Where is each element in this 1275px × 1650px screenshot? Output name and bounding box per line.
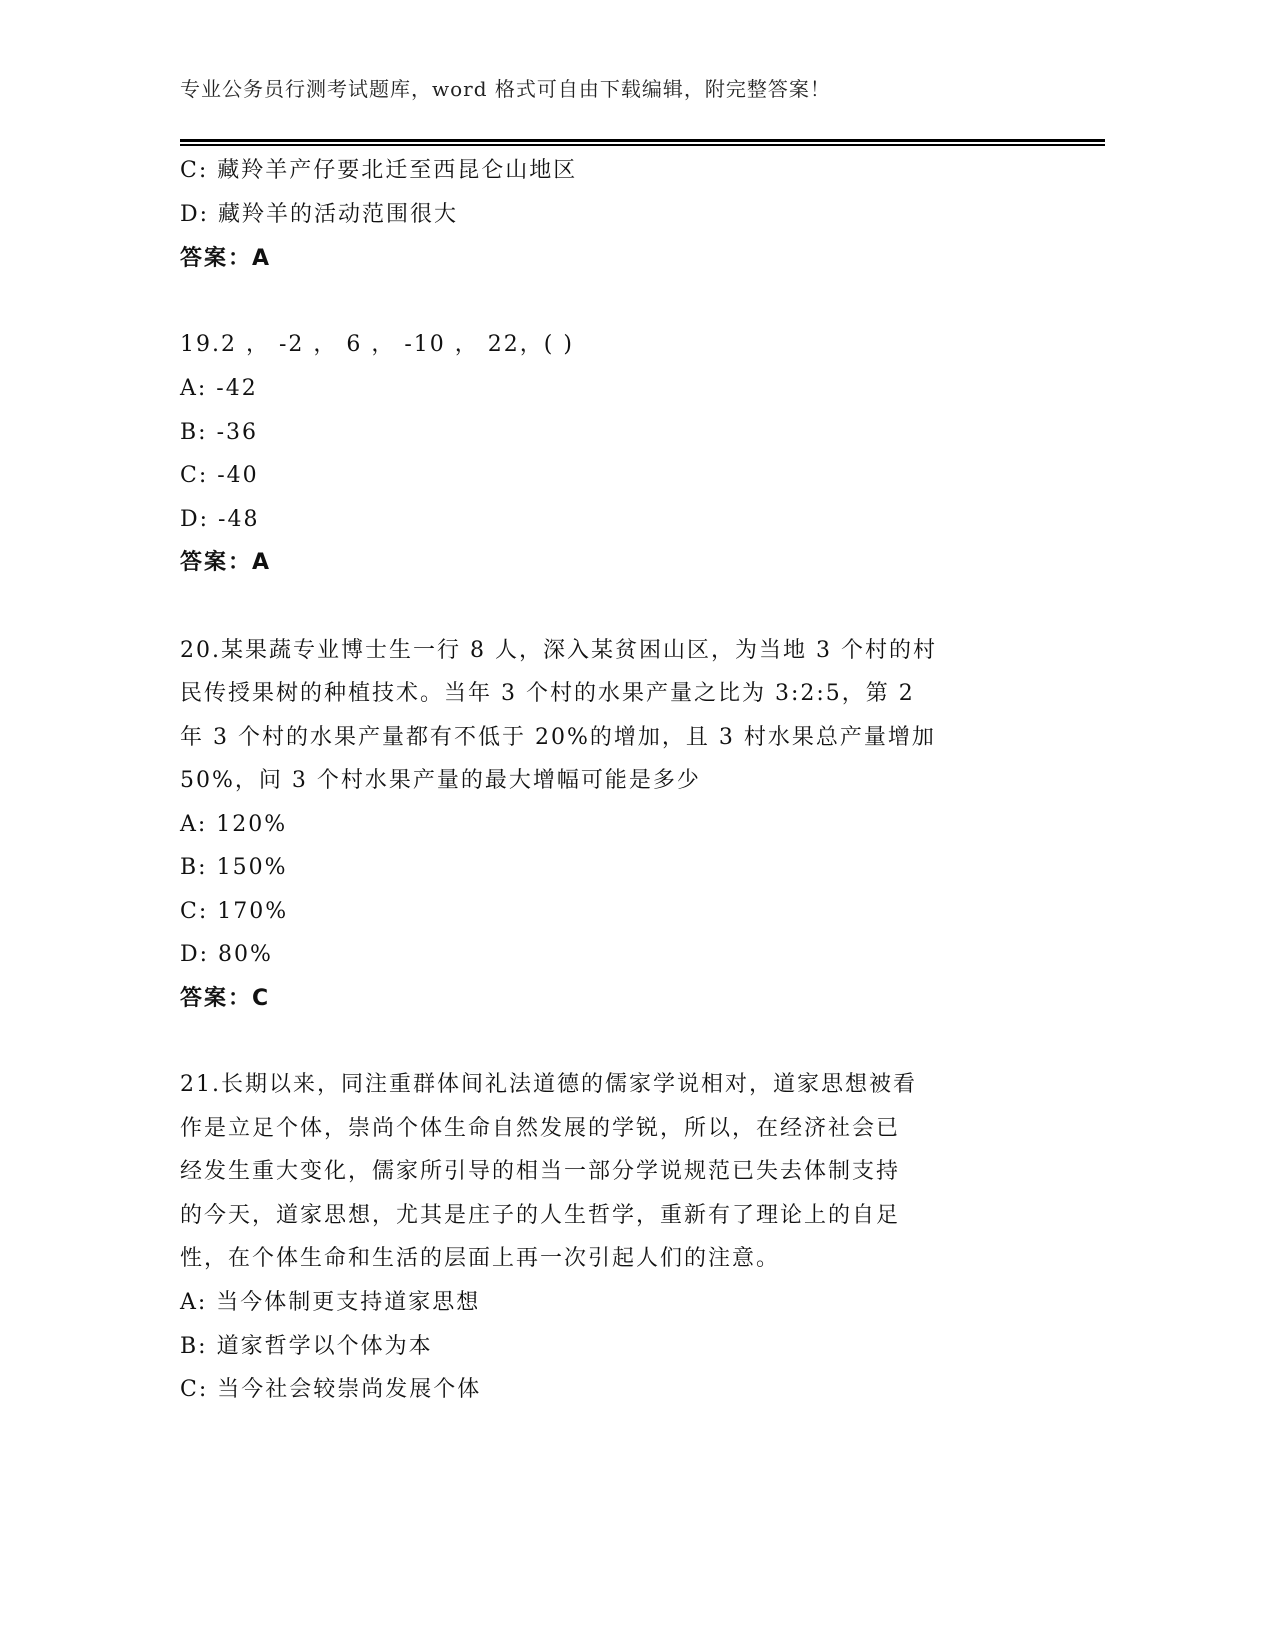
header-rule-thick [180, 139, 1105, 142]
option-a: A: 当今体制更支持道家思想 [180, 1290, 481, 1315]
answer: 答案：A [180, 550, 272, 575]
header-rule-thin [180, 144, 1105, 146]
question-21-stem-line: 作是立足个体，崇尚个体生命自然发展的学锐，所以，在经济社会已 [180, 1116, 901, 1141]
answer: 答案：C [180, 986, 271, 1011]
question-21-stem-line: 的今天，道家思想，尤其是庄子的人生哲学，重新有了理论上的自足 [180, 1203, 901, 1228]
option-c: C: 当今社会较崇尚发展个体 [180, 1377, 482, 1402]
option-d: D: -48 [180, 507, 260, 532]
option-b: B: 150% [180, 855, 288, 880]
question-20-stem-line: 20.某果蔬专业博士生一行 8 人，深入某贫困山区，为当地 3 个村的村 [180, 638, 937, 663]
option-a: A: 120% [180, 812, 288, 837]
option-c: C: 藏羚羊产仔要北迁至西昆仑山地区 [180, 158, 578, 183]
question-20-stem-line: 年 3 个村的水果产量都有不低于 20%的增加，且 3 村水果总产量增加 [180, 725, 936, 750]
option-b: B: -36 [180, 420, 258, 445]
question-21-stem-line: 21.长期以来，同注重群体间礼法道德的儒家学说相对，道家思想被看 [180, 1072, 917, 1097]
option-d: D: 藏羚羊的活动范围很大 [180, 202, 459, 227]
page-header: 专业公务员行测考试题库，word 格式可自由下载编辑，附完整答案！ [180, 77, 831, 101]
question-20-stem-line: 50%，问 3 个村水果产量的最大增幅可能是多少 [180, 768, 701, 793]
question-19-stem: 19.2 ， -2 ， 6 ， -10 ， 22，( ) [180, 332, 574, 357]
question-21-stem-line: 性，在个体生命和生活的层面上再一次引起人们的注意。 [180, 1246, 781, 1271]
option-c: C: 170% [180, 899, 289, 924]
question-20-stem-line: 民传授果树的种植技术。当年 3 个村的水果产量之比为 3:2:5，第 2 [180, 681, 915, 706]
option-a: A: -42 [180, 376, 258, 401]
question-21-stem-line: 经发生重大变化，儒家所引导的相当一部分学说规范已失去体制支持 [180, 1159, 901, 1184]
answer: 答案：A [180, 246, 272, 271]
option-c: C: -40 [180, 463, 259, 488]
option-b: B: 道家哲学以个体为本 [180, 1334, 433, 1359]
option-d: D: 80% [180, 942, 273, 967]
